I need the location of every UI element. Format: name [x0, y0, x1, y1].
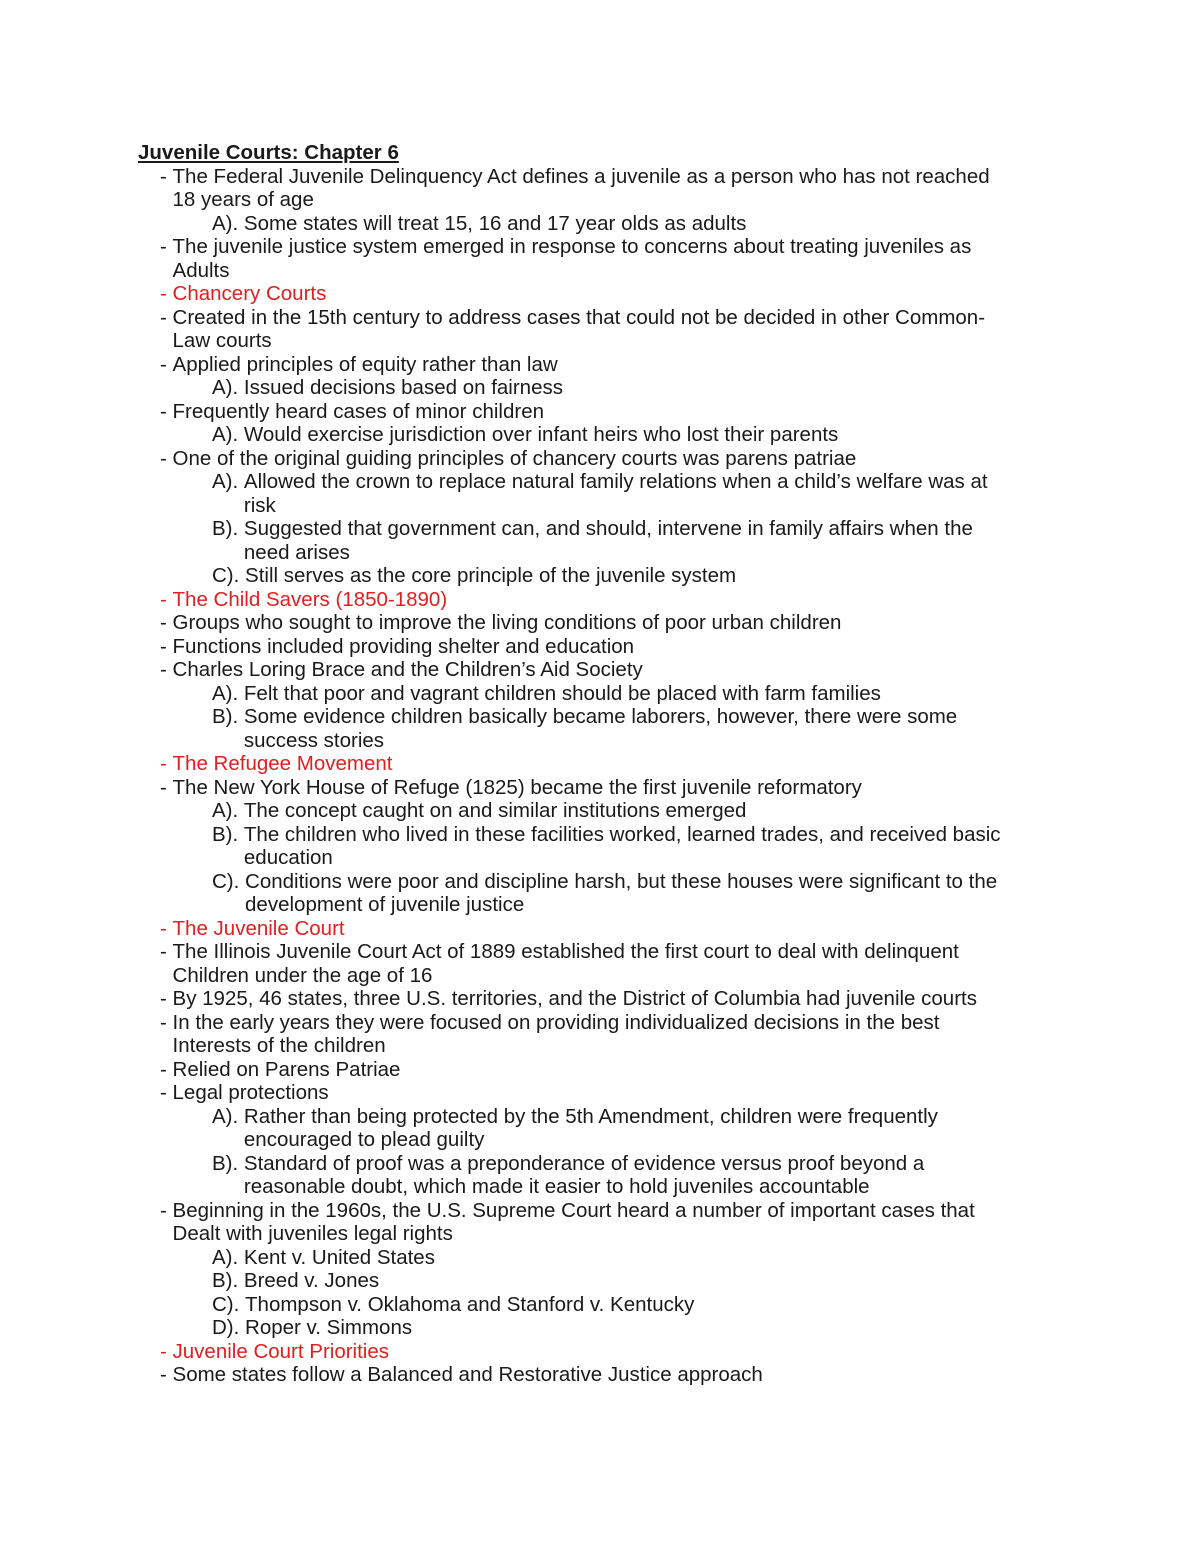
bullet-marker: - — [160, 305, 173, 329]
bullet-item — [138, 940, 1100, 987]
heading-text: Juvenile Court Priorities — [172, 1339, 390, 1363]
bullet-marker: A). — [212, 1245, 244, 1269]
sub-bullet — [138, 212, 1100, 236]
sub-bullet — [138, 470, 1100, 517]
sub-bullet — [138, 870, 1100, 917]
bullet-continuation: Children under the age of 16 — [172, 963, 433, 987]
sub-bullet — [138, 682, 1100, 706]
bullet-marker: A). — [212, 470, 244, 493]
bullet-text: Breed v. Jones — [243, 1269, 380, 1292]
section-heading — [138, 917, 1100, 941]
sub-bullet — [138, 1316, 1100, 1340]
sub-bullet — [138, 1269, 1100, 1293]
bullet-text: The Illinois Juvenile Court Act of 1889 established the first court to deal with delinquent — [172, 940, 959, 963]
bullet-item — [138, 658, 1100, 682]
bullet-text: The New York House of Refuge (1825) became the first juvenile reformatory — [172, 775, 862, 799]
bullet-item — [138, 1363, 1100, 1387]
bullet-text: Created in the 15th century to address cases that could not be decided in other Common- — [172, 305, 986, 329]
sub-bullet — [138, 1293, 1100, 1317]
bullet-item — [138, 635, 1100, 659]
bullet-marker: - — [160, 1081, 173, 1104]
bullet-marker: - — [160, 940, 173, 963]
bullet-continuation: Law courts — [172, 329, 272, 352]
bullet-text: The Federal Juvenile Delinquency Act defines a juvenile as a person who has not reached — [172, 164, 990, 188]
heading-text: The Child Savers (1850-1890) — [172, 587, 448, 611]
bullet-marker: B). — [212, 705, 244, 728]
bullet-marker: A). — [212, 376, 244, 399]
bullet-continuation: success stories — [243, 728, 385, 752]
bullet-text: Conditions were poor and discipline harsh, but these houses were significant to the — [245, 869, 998, 893]
bullet-continuation: 18 years of age — [172, 188, 314, 211]
bullet-marker: - — [160, 634, 173, 658]
bullet-item — [138, 776, 1100, 800]
bullet-marker: C). — [212, 564, 246, 587]
bullet-marker: - — [160, 446, 173, 470]
bullet-text: Issued decisions based on fairness — [243, 376, 563, 399]
bullet-item — [138, 306, 1100, 353]
section-heading — [138, 282, 1100, 306]
bullet-text: Rather than being protected by the 5th Amendment, children were frequently — [243, 1104, 938, 1128]
bullet-marker: B). — [212, 517, 244, 540]
bullet-text: In the early years they were focused on providing individualized decisions in the best — [172, 1010, 940, 1034]
bullet-text: Felt that poor and vagrant children should be placed with farm families — [243, 681, 881, 705]
bullet-text: Still serves as the core principle of the juvenile system — [245, 564, 737, 587]
bullet-marker: - — [160, 352, 173, 376]
bullet-marker: - — [160, 987, 173, 1010]
bullet-continuation: risk — [243, 493, 276, 517]
bullet-continuation: education — [243, 846, 333, 869]
bullet-item — [138, 987, 1100, 1011]
bullet-item — [138, 611, 1100, 635]
bullet-text: Suggested that government can, and should, intervene in family affairs when the — [243, 517, 973, 540]
bullet-text: Frequently heard cases of minor children — [172, 399, 544, 423]
sub-bullet — [138, 564, 1100, 588]
section-heading — [138, 752, 1100, 776]
sub-bullet — [138, 376, 1100, 400]
document-title: Juvenile Courts: Chapter 6 — [138, 141, 399, 164]
sub-bullet — [138, 1246, 1100, 1270]
bullet-marker: - — [160, 658, 173, 681]
bullet-marker: A). — [212, 681, 244, 705]
bullet-marker: - — [160, 752, 173, 775]
bullet-marker: - — [160, 164, 173, 188]
bullet-marker: C). — [212, 869, 246, 893]
bullet-text: Some states follow a Balanced and Restorative Justice approach — [172, 1363, 763, 1386]
heading-text: The Refugee Movement — [172, 752, 393, 775]
bullet-marker: - — [160, 282, 173, 305]
sub-bullet — [138, 423, 1100, 447]
bullet-text: The concept caught on and similar institutions emerged — [243, 799, 747, 822]
bullet-text: Thompson v. Oklahoma and Stanford v. Kentucky — [245, 1292, 695, 1316]
bullet-marker: - — [160, 235, 173, 258]
sub-bullet — [138, 1105, 1100, 1152]
sub-bullet — [138, 517, 1100, 564]
sub-bullet — [138, 705, 1100, 752]
bullet-continuation: Adults — [172, 258, 230, 282]
bullet-continuation: reasonable doubt, which made it easier to hold juveniles accountable — [243, 1175, 870, 1198]
bullet-continuation: Dealt with juveniles legal rights — [172, 1222, 453, 1245]
bullet-continuation: need arises — [243, 540, 350, 564]
sub-bullet — [138, 1152, 1100, 1199]
bullet-text: Standard of proof was a preponderance of evidence versus proof beyond a — [243, 1151, 925, 1175]
bullet-continuation: encouraged to plead guilty — [243, 1128, 485, 1151]
bullet-text: Some states will treat 15, 16 and 17 year olds as adults — [243, 211, 747, 235]
bullet-marker: - — [160, 1339, 173, 1363]
bullet-text: Some evidence children basically became laborers, however, there were some — [243, 705, 958, 728]
bullet-marker: A). — [212, 211, 244, 235]
sub-bullet — [138, 799, 1100, 823]
bullet-item — [138, 447, 1100, 471]
bullet-marker: - — [160, 587, 173, 611]
bullet-item — [138, 400, 1100, 424]
bullet-marker: - — [160, 1198, 173, 1222]
bullet-text: Beginning in the 1960s, the U.S. Supreme Court heard a number of important cases that — [172, 1198, 975, 1222]
bullet-text: By 1925, 46 states, three U.S. territories, and the District of Columbia had juvenile courts — [172, 987, 977, 1010]
bullet-marker: B). — [212, 822, 244, 846]
bullet-text: Charles Loring Brace and the Children’s Aid Society — [172, 658, 643, 681]
bullet-marker: C). — [212, 1292, 246, 1316]
bullet-text: Legal protections — [172, 1081, 329, 1104]
section-heading — [138, 588, 1100, 612]
bullet-marker: - — [160, 916, 173, 940]
bullet-text: Allowed the crown to replace natural family relations when a child’s welfare was at — [243, 470, 988, 493]
bullet-marker: B). — [212, 1269, 244, 1292]
sub-bullet — [138, 823, 1100, 870]
bullet-text: One of the original guiding principles of chancery courts was parens patriae — [172, 446, 857, 470]
bullet-marker: - — [160, 399, 173, 423]
bullet-item — [138, 1081, 1100, 1105]
bullet-marker: - — [160, 1057, 173, 1081]
bullet-text: Kent v. United States — [243, 1245, 435, 1269]
bullet-item — [138, 235, 1100, 282]
bullet-text: Groups who sought to improve the living conditions of poor urban children — [172, 611, 842, 634]
bullet-marker: B). — [212, 1151, 244, 1175]
bullet-text: Functions included providing shelter and education — [172, 634, 635, 658]
bullet-item — [138, 1199, 1100, 1246]
bullet-item — [138, 1058, 1100, 1082]
bullet-text: The juvenile justice system emerged in response to concerns about treating juveniles as — [172, 235, 972, 258]
bullet-marker: - — [160, 1363, 173, 1386]
heading-text: Chancery Courts — [172, 282, 327, 305]
bullet-marker: - — [160, 1010, 173, 1034]
notes-outline — [138, 165, 1100, 1387]
bullet-text: Applied principles of equity rather than law — [172, 352, 558, 376]
bullet-text: Roper v. Simmons — [245, 1316, 413, 1339]
bullet-text: Would exercise jurisdiction over infant heirs who lost their parents — [243, 423, 839, 446]
bullet-item — [138, 1011, 1100, 1058]
bullet-marker: D). — [212, 1316, 246, 1339]
bullet-text: Relied on Parens Patriae — [172, 1057, 401, 1081]
bullet-marker: A). — [212, 799, 244, 822]
bullet-marker: - — [160, 775, 173, 799]
bullet-continuation: development of juvenile justice — [245, 893, 525, 916]
bullet-continuation: Interests of the children — [172, 1034, 386, 1057]
bullet-item — [138, 353, 1100, 377]
heading-text: The Juvenile Court — [172, 916, 345, 940]
section-heading — [138, 1340, 1100, 1364]
bullet-marker: A). — [212, 423, 244, 446]
bullet-text: The children who lived in these facilities worked, learned trades, and received basic — [243, 822, 1001, 846]
bullet-item — [138, 165, 1100, 212]
bullet-marker: - — [160, 611, 173, 634]
bullet-marker: A). — [212, 1104, 244, 1128]
